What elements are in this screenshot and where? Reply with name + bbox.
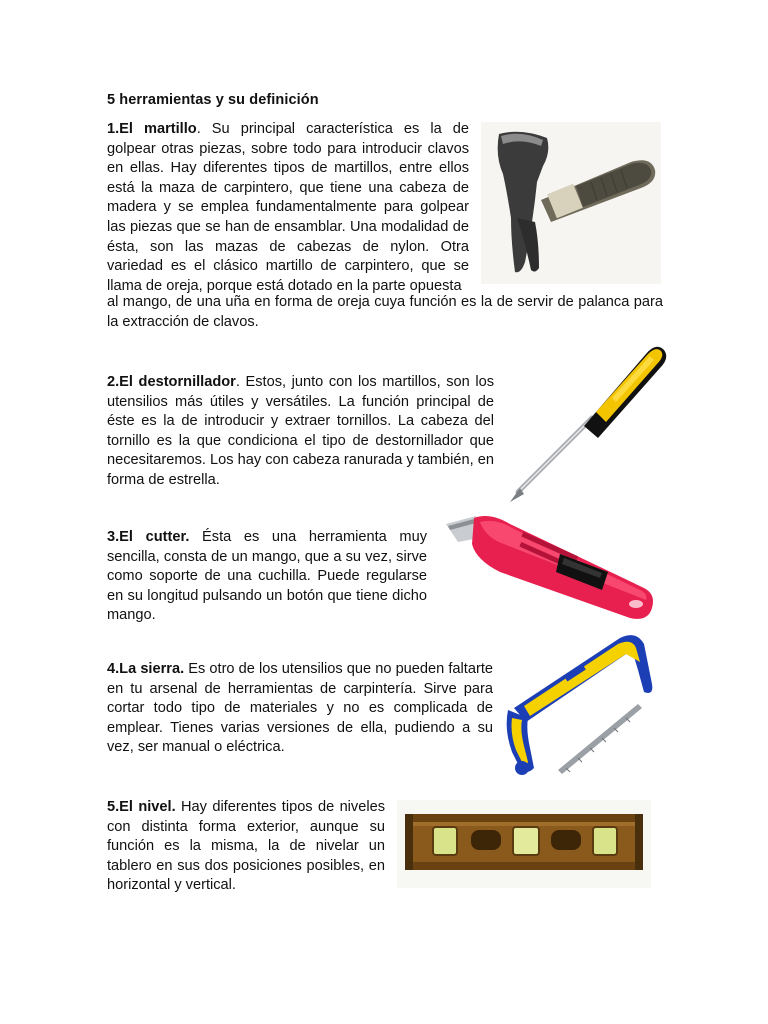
- section-cutter-body: Ésta es una herramienta muy sencilla, consta de un mango, que a su vez, sirve como soporte de una cuchilla. Puede regularse en su longitud pulsando un botón que tiene dicho mango.: [107, 529, 428, 624]
- section-cutter-text: [107, 528, 427, 626]
- section-screwdriver-text: [107, 373, 494, 491]
- section-saw-text: [107, 660, 493, 758]
- section-screwdriver-body: . Estos, junto con los martillos, son los utensilios más útiles y versátiles. La función principal de éste es la de introducir y extraer tornillos. La cabeza del tornillo es la que condiciona el tipo de destornillador que necesitaremos. Los hay con cabeza ranurada y también, en forma de estrella.: [107, 374, 494, 488]
- section-screwdriver-heading: 2.El destornillador: [107, 374, 236, 390]
- section-cutter-heading: 3.El cutter.: [107, 529, 190, 545]
- cutter-image: [440, 510, 662, 628]
- section-hammer-text-full: al mango, de una uña en forma de oreja cuya función es la de servir de palanca para la extracción de clavos.: [107, 294, 663, 330]
- section-hammer-heading: 1.El martillo: [107, 121, 197, 137]
- section-level-heading: 5.El nivel.: [107, 799, 176, 815]
- section-hammer-text-wrap: [107, 120, 469, 296]
- page-title: 5 herramientas y su definición: [107, 92, 319, 108]
- spirit-level-image: [397, 800, 651, 888]
- screwdriver-image: [500, 340, 670, 505]
- hacksaw-image: [500, 630, 660, 780]
- section-level-body: Hay diferentes tipos de niveles con distinta forma exterior, aunque su función es la misma, la de nivelar un tablero en sus dos posiciones posibles, en horizontal y vertical.: [107, 799, 385, 894]
- hammer-image: [481, 122, 661, 284]
- section-level-text: [107, 798, 385, 896]
- section-saw-heading: 4.La sierra.: [107, 661, 185, 677]
- section-saw-body: Es otro de los utensilios que no pueden faltarte en tu arsenal de herramientas de carpintería. Sirve para cortar todo tipo de materiales y no es complicada de emplear. Tienes varias versiones de ella, pudiendo a su vez, ser manual o eléctrica.: [107, 661, 493, 756]
- section-hammer-body: . Su principal característica es la de golpear otras piezas, sobre todo para introducir clavos en ellas. Hay diferentes tipos de martillos, entre ellos está la maza de carpintero, que tiene una cabeza de madera y se emplea fundamentalmente para golpear las piezas que se han de ensamblar. Una modalidad de ésta, son las mazas de cabezas de nylon. Otra variedad es el clásico martillo de carpintero, que se llama de oreja, porque está dotado en la parte opuesta: [107, 121, 469, 294]
